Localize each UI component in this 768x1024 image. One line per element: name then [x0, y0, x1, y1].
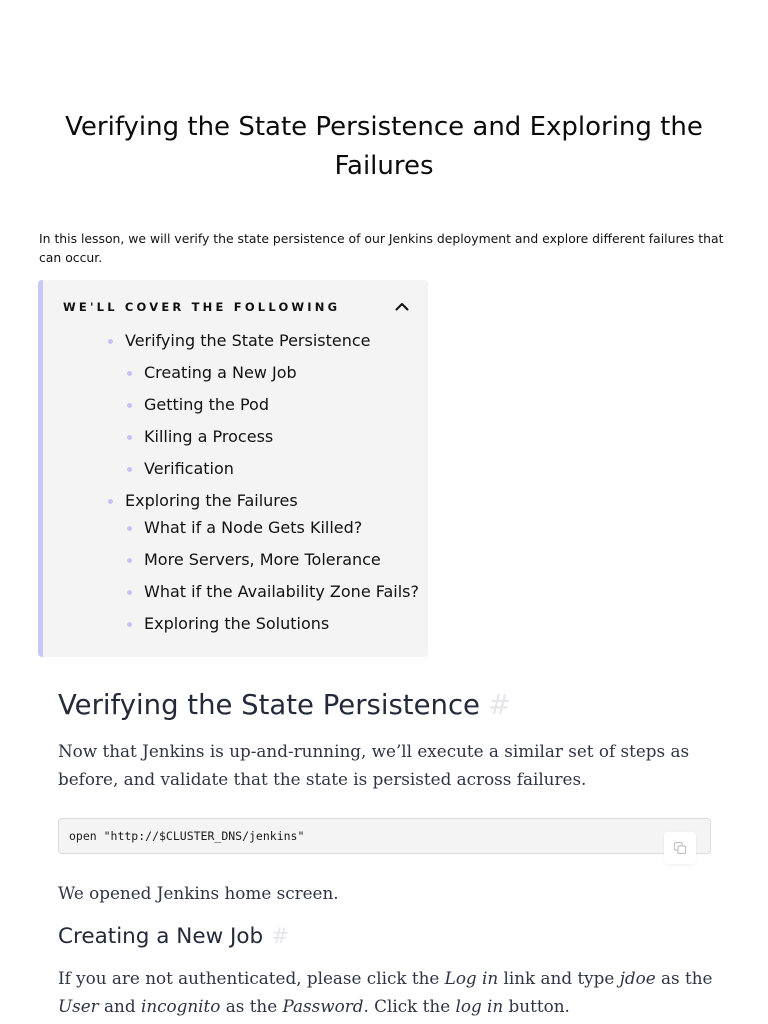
toc-header[interactable]: WE'LL COVER THE FOLLOWING — [63, 300, 341, 314]
text-run: as the — [655, 968, 713, 988]
bullet-icon — [108, 339, 113, 344]
toc-item-verification[interactable] — [144, 459, 234, 479]
toc-item-creating-new-job[interactable] — [144, 363, 297, 383]
toc-list — [43, 280, 428, 657]
lesson-intro: In this lesson, we will verify the state persistence of our Jenkins deployment and explore different failures that can occur. — [39, 231, 724, 265]
text-run: button. — [503, 996, 570, 1016]
bullet-icon — [127, 403, 132, 408]
toc-item-exploring-solutions[interactable] — [144, 614, 329, 634]
text-run: link and type — [498, 968, 620, 988]
copy-icon — [673, 841, 687, 855]
emphasis-jdoe: jdoe — [619, 968, 656, 988]
login-instructions-paragraph — [58, 964, 718, 1020]
toc-item-label[interactable]: Getting the Pod — [144, 395, 269, 414]
anchor-link[interactable]: # — [487, 689, 512, 721]
anchor-link[interactable]: # — [271, 924, 290, 949]
toc-item-exploring-failures[interactable] — [125, 491, 298, 511]
section-heading-text: Verifying the State Persistence — [58, 689, 480, 721]
toc-item-node-killed[interactable] — [144, 518, 362, 538]
toc-item-label[interactable]: Exploring the Solutions — [144, 614, 330, 633]
emphasis-password: Password — [282, 996, 364, 1016]
section-paragraph: Now that Jenkins is up-and-running, we’ll execute a similar set of steps as before, and validate that the state is persisted across failures. — [58, 741, 690, 789]
toc-item-label[interactable]: Verification — [144, 459, 234, 478]
toc-item-label[interactable]: Exploring the Failures — [125, 491, 298, 510]
toc-item-label[interactable]: What if the Availability Zone Fails? — [144, 582, 420, 601]
bullet-icon — [127, 467, 132, 472]
emphasis-incognito: incognito — [140, 996, 221, 1016]
text-run: . Click the — [363, 996, 456, 1016]
toc-item-label[interactable]: What if a Node Gets Killed? — [144, 518, 363, 537]
toc-item-more-servers[interactable] — [144, 550, 381, 570]
toc-item-killing-process[interactable] — [144, 427, 273, 447]
after-code-paragraph: We opened Jenkins home screen. — [58, 883, 339, 903]
toc-item-availability-zone[interactable] — [144, 582, 419, 602]
toc-item-getting-pod[interactable] — [144, 395, 269, 415]
code-line: open "http://$CLUSTER_DNS/jenkins" — [69, 829, 305, 843]
text-run: and — [98, 996, 141, 1016]
code-block — [58, 818, 711, 854]
bullet-icon — [127, 435, 132, 440]
section-heading-text: Creating a New Job — [58, 924, 264, 949]
lesson-title: Verifying the State Persistence and Exploring the Failures — [65, 112, 703, 181]
text-run: If you are not authenticated, please click the — [58, 968, 445, 988]
text-run: as the — [220, 996, 283, 1016]
bullet-icon — [108, 499, 113, 504]
bullet-icon — [127, 590, 132, 595]
emphasis-log-in: Log in — [444, 968, 499, 988]
section-heading-verifying — [58, 687, 511, 723]
copy-button[interactable] — [664, 832, 696, 864]
emphasis-user: User — [58, 996, 99, 1016]
emphasis-log-in-button: log in — [455, 996, 504, 1016]
bullet-icon — [127, 622, 132, 627]
bullet-icon — [127, 526, 132, 531]
table-of-contents — [38, 280, 428, 657]
toc-item-label[interactable]: Creating a New Job — [144, 363, 297, 382]
section-heading-creating-job — [58, 922, 289, 952]
bullet-icon — [127, 371, 132, 376]
toc-item-label[interactable]: More Servers, More Tolerance — [144, 550, 381, 569]
toc-item-verifying-state-persistence[interactable] — [125, 331, 371, 351]
toc-item-label[interactable]: Verifying the State Persistence — [125, 331, 371, 350]
toc-item-label[interactable]: Killing a Process — [144, 427, 274, 446]
bullet-icon — [127, 558, 132, 563]
